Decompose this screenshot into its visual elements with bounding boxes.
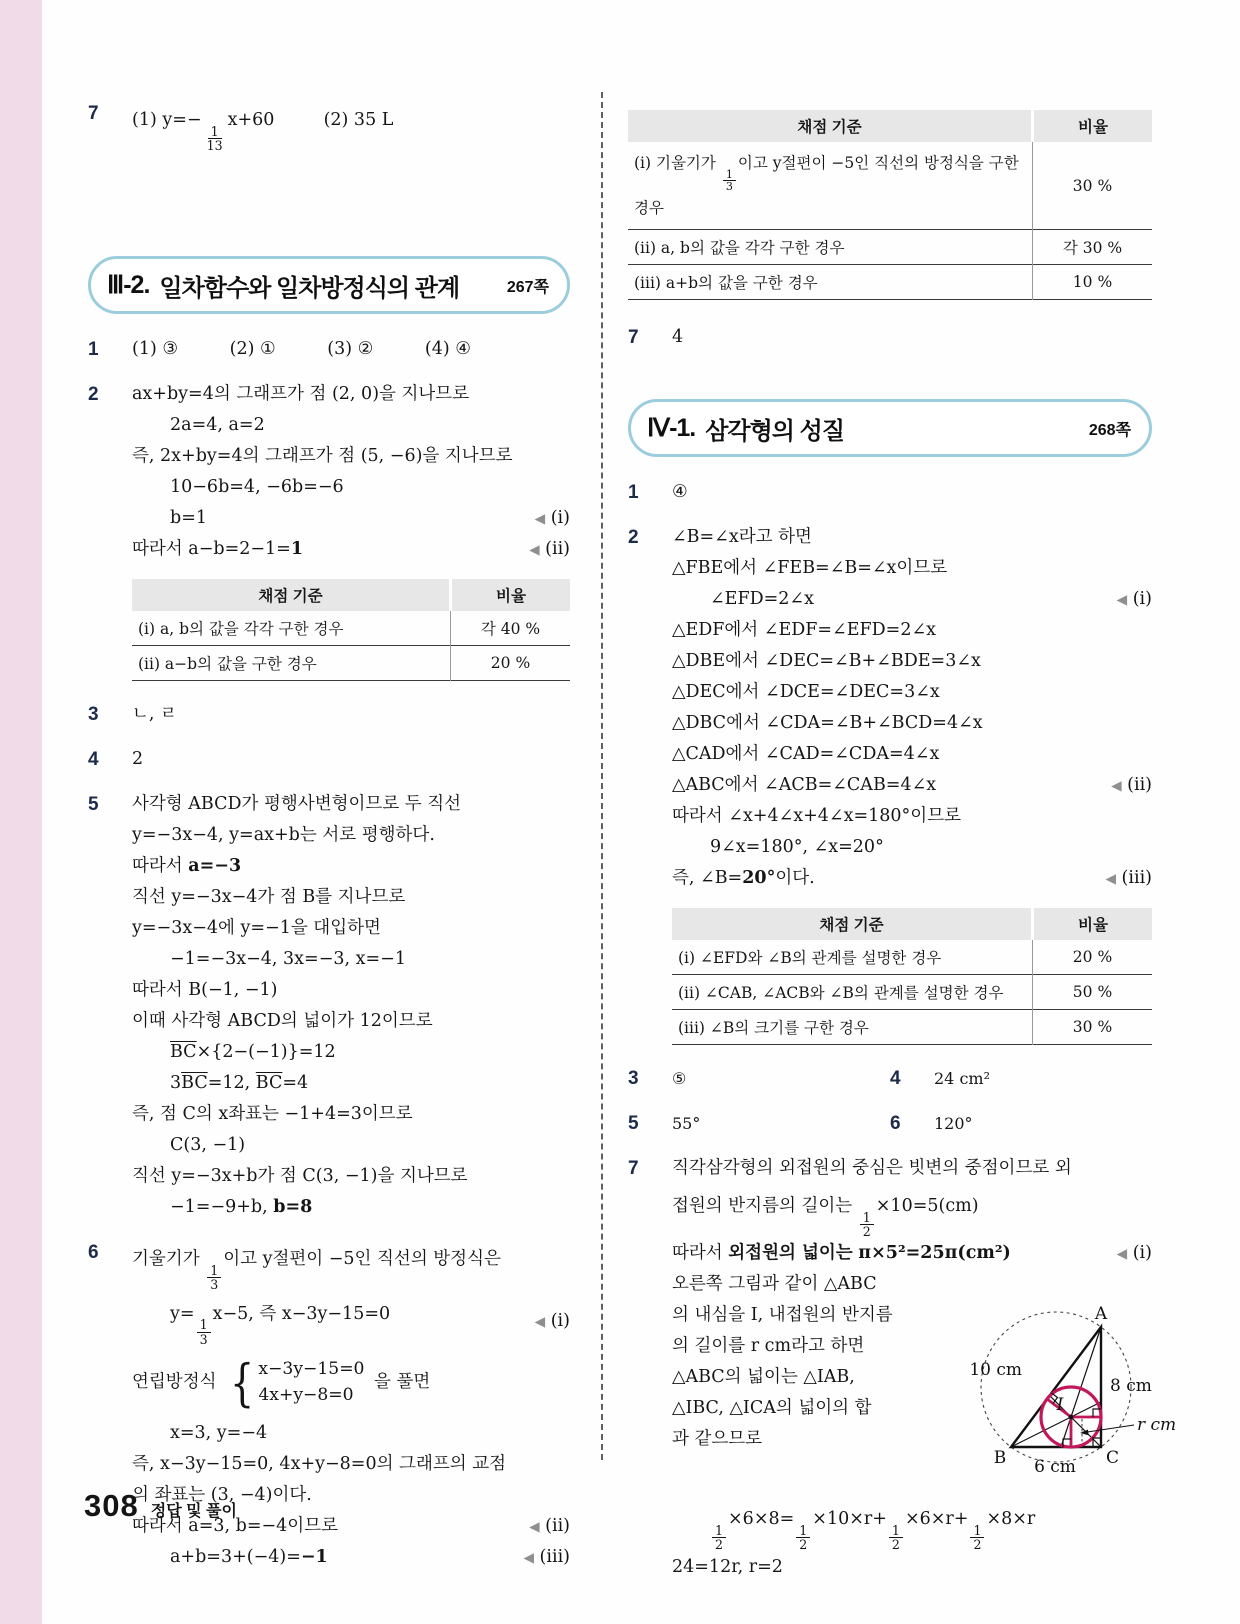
- problem-number: 7: [628, 327, 639, 349]
- fraction: [712, 1524, 726, 1551]
- vertex-label-B: B: [993, 1448, 1007, 1469]
- problem-3: [88, 699, 570, 730]
- solution-text: 기울기가: [132, 1249, 206, 1270]
- solution-text: 연립방정식: [132, 1371, 217, 1392]
- solution-text: 따라서 ∠x+4∠x+4∠x=180°이므로: [672, 806, 961, 827]
- ratio-cell: 50 %: [1033, 975, 1153, 1010]
- problem-number: 4: [88, 749, 99, 771]
- solution-line: [132, 1037, 570, 1068]
- problem-number: 5: [628, 1113, 639, 1135]
- solution-line: [672, 615, 1152, 646]
- fraction-numerator: 1: [889, 1524, 903, 1538]
- solution-line: [672, 553, 1152, 584]
- equation: y=−: [162, 110, 202, 130]
- answer-part: (3) ②: [327, 339, 374, 360]
- equation: ×{2−(−1)}=12: [196, 1042, 336, 1063]
- ratio-header: 비율: [1033, 110, 1153, 142]
- problem-number: 2: [628, 527, 639, 549]
- problem-7-answer: [628, 322, 1152, 353]
- criteria-header: 채점 기준: [132, 579, 451, 611]
- problem-body: [132, 789, 570, 1223]
- solution-text: 오른쪽 그림과 같이 △ABC: [672, 1274, 877, 1295]
- marker-triangle-icon: ◀: [534, 1313, 546, 1330]
- problem-7: [628, 1153, 1177, 1583]
- ratio-cell: 각 30 %: [1033, 230, 1153, 265]
- equation: b=1: [170, 508, 207, 529]
- marker-triangle-icon: ◀: [1111, 778, 1122, 795]
- solution-line: [132, 1449, 570, 1480]
- solution-line: [672, 584, 1152, 615]
- solution-line: [672, 801, 1152, 832]
- fraction: [860, 1211, 874, 1238]
- criteria-text: 이고 y절편이 −5인 직선의 방정식을 구한 경우: [634, 154, 1019, 218]
- answer-emphasis: b=8: [273, 1197, 313, 1218]
- problem-number: 1: [88, 339, 99, 361]
- solution-line: [672, 708, 1152, 739]
- solution-text: 즉, 2x+by=4의 그래프가 점 (5, −6)을 지나므로: [132, 446, 513, 467]
- fraction-denominator: 13: [206, 138, 223, 154]
- solution-text: △DBE에서 ∠DEC=∠B+∠BDE=3∠x: [672, 651, 981, 672]
- step-label: (i): [1132, 589, 1152, 610]
- answer-part: (4) ④: [424, 339, 471, 360]
- problem-3: [628, 1063, 890, 1094]
- solution-line: [132, 1192, 570, 1223]
- problem-body: [672, 1153, 1177, 1583]
- step-label: (ii): [545, 1515, 570, 1536]
- problem-1: [628, 477, 1152, 508]
- footer-label: 정답 및 풀이: [150, 1503, 237, 1520]
- solution-line: [132, 1006, 570, 1037]
- equation: 9∠x=180°, ∠x=20°: [710, 837, 884, 858]
- problem-body: [132, 98, 570, 152]
- answer-emphasis: π×5²=25π(cm²): [858, 1243, 1011, 1264]
- criteria-text: (i) 기울기가: [634, 154, 721, 172]
- fraction-denominator: 2: [799, 1537, 808, 1553]
- criteria-cell: (i) a, b의 값을 각각 구한 경우: [138, 620, 344, 639]
- answer-line: [132, 98, 570, 152]
- step-marker: [1111, 770, 1152, 802]
- solution-line: [672, 1238, 1152, 1269]
- answer-emphasis: a=−3: [188, 856, 242, 877]
- answer-grid: [628, 1063, 1152, 1094]
- equation: x−5, 즉 x−3y−15=0: [212, 1303, 391, 1324]
- criteria-header: 채점 기준: [672, 908, 1033, 940]
- equation: −1=−9+b,: [170, 1197, 274, 1218]
- answer-line: [132, 699, 570, 730]
- side-label-8cm: 8 cm: [1110, 1376, 1152, 1397]
- problem-number: 7: [88, 103, 99, 124]
- equation: y=: [170, 1303, 195, 1324]
- equation: x−3y−15=0: [258, 1358, 365, 1379]
- equation: 2a=4, a=2: [170, 415, 265, 436]
- equation: 3: [170, 1073, 182, 1094]
- problem-number: 2: [88, 384, 99, 406]
- column-divider: [601, 92, 603, 1460]
- table-row: [672, 975, 1152, 1010]
- solution-line: [672, 1393, 1152, 1424]
- criteria-cell: (iii) ∠B의 크기를 구한 경우: [672, 1010, 1033, 1045]
- equation: =4: [282, 1073, 309, 1094]
- left-column: [88, 98, 570, 1573]
- solution-line: [132, 851, 570, 882]
- equation: ×6×r+: [904, 1509, 969, 1530]
- equation: x=3, y=−4: [170, 1422, 268, 1443]
- solution-text: 따라서 B(−1, −1): [132, 980, 278, 1001]
- solution-line: [672, 1153, 1152, 1184]
- table-row: [672, 1010, 1152, 1045]
- fraction-denominator: 2: [973, 1537, 982, 1553]
- solution-text: 직각삼각형의 외접원의 중심은 빗변의 중점이므로 외: [672, 1158, 1072, 1179]
- equation: ×6×8=: [728, 1509, 795, 1530]
- solution-text: y=−3x−4에 y=−1을 대입하면: [132, 918, 381, 939]
- solution-text: 따라서: [672, 1243, 729, 1264]
- fraction-denominator: 2: [862, 1224, 871, 1240]
- fraction-numerator: 1: [970, 1524, 984, 1538]
- criteria-cell: (ii) a−b의 값을 구한 경우: [132, 646, 451, 681]
- equation: −1=−3x−4, 3x=−3, x=−1: [170, 949, 406, 970]
- solution-text: ∠B=∠x라고 하면: [672, 527, 812, 548]
- fraction: [197, 1318, 211, 1345]
- answer-emphasis: −1: [300, 1546, 328, 1567]
- problem-4: [88, 744, 570, 775]
- solution-line: [132, 975, 570, 1006]
- solution-line: [132, 410, 570, 441]
- step-label: (i): [550, 1310, 570, 1331]
- section-roman-numeral: Ⅳ-1.: [647, 414, 696, 443]
- side-label-6cm: 6 cm: [1034, 1457, 1076, 1478]
- fraction-numerator: 1: [208, 125, 222, 139]
- solution-text: 을 풀면: [374, 1371, 431, 1392]
- solution-line: [132, 1542, 570, 1573]
- solution-line: [672, 1184, 1152, 1238]
- ratio-cell: 10 %: [1033, 265, 1153, 300]
- solution-line: [132, 1130, 570, 1161]
- problem-number: 3: [88, 704, 99, 726]
- problem-number: 6: [890, 1113, 901, 1135]
- table-header-row: [132, 579, 570, 611]
- solution-line: [132, 472, 570, 503]
- step-label: (iii): [539, 1546, 570, 1567]
- table-row: [628, 230, 1152, 265]
- section-header-IV-1: [628, 399, 1152, 457]
- step-marker: [1117, 1238, 1152, 1270]
- radius-label-rcm: r cm: [1137, 1415, 1177, 1436]
- solution-line: [132, 1099, 570, 1130]
- problem-7-prev: [88, 98, 570, 152]
- solution-line: [132, 1418, 570, 1449]
- equation: x+60: [227, 110, 275, 130]
- ratio-header: 비율: [451, 579, 571, 611]
- problem-body: [132, 334, 570, 365]
- solution-text: 과 같으므로: [672, 1429, 763, 1450]
- solution-text: 직선 y=−3x+b가 점 C(3, −1)을 지나므로: [132, 1166, 468, 1187]
- solution-text: 이고 y절편이 −5인 직선의 방정식은: [223, 1249, 501, 1270]
- answer-emphasis: 1: [290, 539, 304, 560]
- fraction: [207, 1264, 221, 1291]
- section-page-ref: 267쪽: [506, 278, 549, 296]
- solution-line: [672, 1331, 1152, 1362]
- brace-glyph: {: [230, 1352, 255, 1412]
- solution-line: [672, 522, 1152, 553]
- problem-1: [88, 334, 570, 365]
- step-label: (i): [1132, 1243, 1152, 1264]
- answer-part: 2: [132, 749, 144, 770]
- answer-part: (2) ①: [229, 339, 276, 360]
- fraction: [796, 1524, 810, 1551]
- solution-text: 사각형 ABCD가 평행사변형이므로 두 직선: [132, 794, 462, 815]
- equation: ×8×r: [986, 1509, 1036, 1530]
- solution-line: [672, 1424, 1152, 1455]
- side-label-10cm: 10 cm: [969, 1360, 1022, 1381]
- solution-line: [132, 789, 570, 820]
- problem-6: [890, 1108, 1152, 1139]
- fraction-denominator: 3: [725, 180, 733, 194]
- segment-overline: $\overline{BC}$: [181, 1073, 208, 1094]
- fraction: [723, 169, 736, 193]
- table-row: [628, 265, 1152, 300]
- step-label: (ii): [1127, 775, 1152, 796]
- problem-number: 3: [628, 1068, 639, 1090]
- problem-number: 1: [628, 482, 639, 504]
- solution-line: [672, 1300, 1152, 1331]
- solution-line: [672, 677, 1152, 708]
- solution-text: 즉, ∠B=: [672, 868, 743, 889]
- answer-part: 24 cm²: [934, 1069, 990, 1089]
- solution-line: [132, 913, 570, 944]
- solution-text: y=−3x−4, y=ax+b는 서로 평행하다.: [132, 825, 435, 846]
- solution-line: [672, 863, 1152, 894]
- solution-text: 즉, 점 C의 x좌표는 −1+4=3이므로: [132, 1104, 413, 1125]
- step-marker: [535, 503, 570, 535]
- answer-part: (1): [132, 110, 163, 130]
- problem-number: 5: [88, 794, 99, 816]
- answer-line: [132, 334, 570, 365]
- step-label: (iii): [1121, 868, 1152, 889]
- equation: 10−6b=4, −6b=−6: [170, 477, 344, 498]
- marker-triangle-icon: ◀: [1105, 871, 1116, 888]
- criteria-cell: [628, 142, 1033, 230]
- page-edge-strip: [0, 0, 42, 1624]
- solution-text: △DEC에서 ∠DCE=∠DEC=3∠x: [672, 682, 940, 703]
- solution-line: [132, 1292, 570, 1346]
- solution-text: △ABC에서 ∠ACB=∠CAB=4∠x: [672, 775, 937, 796]
- step-marker: [1105, 863, 1152, 895]
- solution-text: 의 좌표는 (3, −4)이다.: [132, 1484, 312, 1505]
- answer-emphasis: 20°: [742, 868, 776, 889]
- fraction: [970, 1524, 984, 1551]
- solution-line: [672, 1497, 1152, 1551]
- section-roman-numeral: Ⅲ-2.: [107, 271, 150, 300]
- criteria-cell: (iii) a+b의 값을 구한 경우: [628, 265, 1033, 300]
- step-label: (ii): [545, 539, 570, 560]
- solution-text: △CAD에서 ∠CAD=∠CDA=4∠x: [672, 744, 940, 765]
- solution-line: [672, 646, 1152, 677]
- problem-number: 7: [628, 1158, 639, 1180]
- criteria-cell: (ii) a, b의 값을 각각 구한 경우: [628, 230, 1033, 265]
- step-label: (i): [550, 508, 570, 529]
- solution-text: 의 내심을 I, 내접원의 반지름: [672, 1305, 893, 1326]
- section-title: 삼각형의 성질: [705, 417, 845, 445]
- incenter-label-I: I: [1056, 1395, 1064, 1416]
- equation: 24=12r, r=2: [672, 1556, 783, 1577]
- equation: ∠EFD=2∠x: [710, 589, 814, 610]
- solution-text: △EDF에서 ∠EDF=∠EFD=2∠x: [672, 620, 936, 641]
- solution-line: [132, 1237, 570, 1291]
- ratio-cell: 20 %: [451, 646, 571, 681]
- ratio-cell: 30 %: [1033, 1010, 1153, 1045]
- step-marker: [1117, 584, 1152, 616]
- solution-text: 이다.: [775, 868, 815, 889]
- answer-part: ④: [672, 482, 688, 503]
- solution-line: [672, 1362, 1152, 1393]
- section-page-ref: 268쪽: [1088, 421, 1131, 439]
- solution-line: [672, 1552, 1152, 1583]
- solution-text: ax+by=4의 그래프가 점 (2, 0)을 지나므로: [132, 384, 470, 405]
- equation-system: [226, 1352, 365, 1412]
- solution-line: [132, 379, 570, 410]
- problem-2: [88, 379, 570, 685]
- segment-overline: $\overline{BC}$: [255, 1073, 283, 1094]
- fraction-denominator: 2: [891, 1537, 900, 1553]
- fraction-denominator: 2: [715, 1537, 724, 1553]
- fraction-denominator: 3: [210, 1277, 219, 1293]
- answer-part: (2) 35 L: [323, 110, 394, 130]
- right-column: [628, 104, 1177, 1583]
- table-header-row: [628, 110, 1152, 142]
- solution-text: △DBC에서 ∠CDA=∠B+∠BCD=4∠x: [672, 713, 983, 734]
- page-number: 308: [84, 1488, 139, 1523]
- criteria-header: 채점 기준: [628, 110, 1033, 142]
- solution-line: [672, 739, 1152, 770]
- solution-text: △IBC, △ICA의 넓이의 합: [672, 1398, 872, 1419]
- step-marker: [529, 534, 570, 566]
- solution-line: [132, 820, 570, 851]
- fraction-numerator: 1: [723, 169, 736, 182]
- grading-table: [672, 908, 1152, 1045]
- answer-line: [672, 322, 1152, 353]
- criteria-cell: (ii) ∠CAB, ∠ACB와 ∠B의 관계를 설명한 경우: [672, 975, 1033, 1010]
- ratio-cell: 각 40 %: [451, 611, 571, 646]
- solution-text: △FBE에서 ∠FEB=∠B=∠x이므로: [672, 558, 948, 579]
- fraction: [889, 1524, 903, 1551]
- solution-text: 따라서: [132, 856, 189, 877]
- solution-text: 이때 사각형 ABCD의 넓이가 12이므로: [132, 1011, 433, 1032]
- marker-triangle-icon: ◀: [1116, 592, 1128, 609]
- solution-line: [132, 1068, 570, 1099]
- solution-line: [672, 1269, 1152, 1300]
- fraction-numerator: 1: [197, 1318, 211, 1332]
- solution-text: 따라서 a=3, b=−4이므로: [132, 1515, 339, 1536]
- section-header-III-2: [88, 256, 570, 314]
- section-title: 일차함수와 일차방정식의 관계: [159, 274, 460, 302]
- equation: ×10×r+: [812, 1509, 887, 1530]
- solution-text: 따라서 a−b=2−1=: [132, 539, 291, 560]
- answer-line: [672, 477, 1152, 508]
- problem-number: 4: [890, 1068, 901, 1090]
- fraction-numerator: 1: [712, 1524, 726, 1538]
- solution-text: △ABC의 넓이는 △IAB,: [672, 1367, 855, 1388]
- solution-text: 직선 y=−3x−4가 점 B를 지나므로: [132, 887, 406, 908]
- table-row: [628, 142, 1152, 230]
- solution-line: [132, 503, 570, 534]
- table-row: [132, 646, 570, 681]
- marker-triangle-icon: ◀: [529, 1518, 540, 1535]
- grading-table: [628, 110, 1152, 300]
- answer-grid: [628, 1108, 1152, 1139]
- equation: 4x+y−8=0: [258, 1385, 354, 1406]
- equation: a+b=3+(−4)=: [170, 1546, 301, 1567]
- problem-2: [628, 522, 1152, 1049]
- solution-line: [132, 534, 570, 565]
- answer-part: (1) ③: [132, 339, 179, 360]
- table-row: [132, 611, 570, 646]
- answer-part: 4: [672, 327, 684, 348]
- equation: =12,: [207, 1073, 256, 1094]
- grading-table: [132, 579, 570, 681]
- answer-part: ⑤: [672, 1069, 687, 1089]
- solution-text: 접원의 반지름의 길이는: [672, 1196, 858, 1217]
- solution-line: [132, 944, 570, 975]
- fraction-numerator: 1: [860, 1211, 874, 1225]
- fraction-numerator: 1: [796, 1524, 810, 1538]
- problem-body: [672, 522, 1152, 1049]
- solution-line: [132, 1161, 570, 1192]
- solution-line: [132, 1346, 570, 1418]
- problem-body: [132, 379, 570, 685]
- step-marker: [535, 1299, 570, 1344]
- equation: C(3, −1): [170, 1135, 246, 1156]
- criteria-cell: (i) ∠EFD와 ∠B의 관계를 설명한 경우: [678, 949, 942, 968]
- solution-line: [672, 832, 1152, 863]
- problem-number: 6: [88, 1242, 99, 1264]
- solution-line: [132, 441, 570, 472]
- marker-triangle-icon: ◀: [534, 511, 546, 528]
- solution-text: 의 길이를 r cm라고 하면: [672, 1336, 865, 1357]
- vertex-label-A: A: [1094, 1304, 1108, 1325]
- marker-triangle-icon: ◀: [1116, 1246, 1128, 1263]
- page-footer: [84, 1488, 237, 1524]
- answer-emphasis: 외접원의 넓이는: [728, 1243, 853, 1264]
- fraction: [204, 125, 226, 152]
- ratio-cell: 30 %: [1033, 142, 1153, 230]
- solution-line: [132, 882, 570, 913]
- answer-part: 120°: [934, 1114, 973, 1134]
- solution-line: [672, 770, 1152, 801]
- marker-triangle-icon: ◀: [523, 1549, 534, 1566]
- fraction-denominator: 3: [199, 1331, 208, 1347]
- equation: ×10=5(cm): [875, 1196, 979, 1217]
- problem-5: [88, 789, 570, 1223]
- step-marker: [523, 1542, 570, 1574]
- answer-line: [132, 744, 570, 775]
- table-row: [672, 940, 1152, 975]
- problem-4: [890, 1063, 1152, 1094]
- solution-text: 즉, x−3y−15=0, 4x+y−8=0의 그래프의 교점: [132, 1453, 507, 1474]
- fraction-numerator: 1: [207, 1264, 221, 1278]
- answer-part: 55°: [672, 1114, 701, 1134]
- marker-triangle-icon: ◀: [529, 542, 540, 559]
- table-header-row: [672, 908, 1152, 940]
- segment-overline: $\overline{BC}$: [170, 1042, 197, 1063]
- answer-part: ㄴ, ㄹ: [132, 704, 177, 725]
- ratio-header: 비율: [1033, 908, 1153, 940]
- step-marker: [529, 1511, 570, 1543]
- problem-5: [628, 1108, 890, 1139]
- vertex-label-C: C: [1106, 1448, 1120, 1469]
- ratio-cell: 20 %: [1033, 940, 1153, 975]
